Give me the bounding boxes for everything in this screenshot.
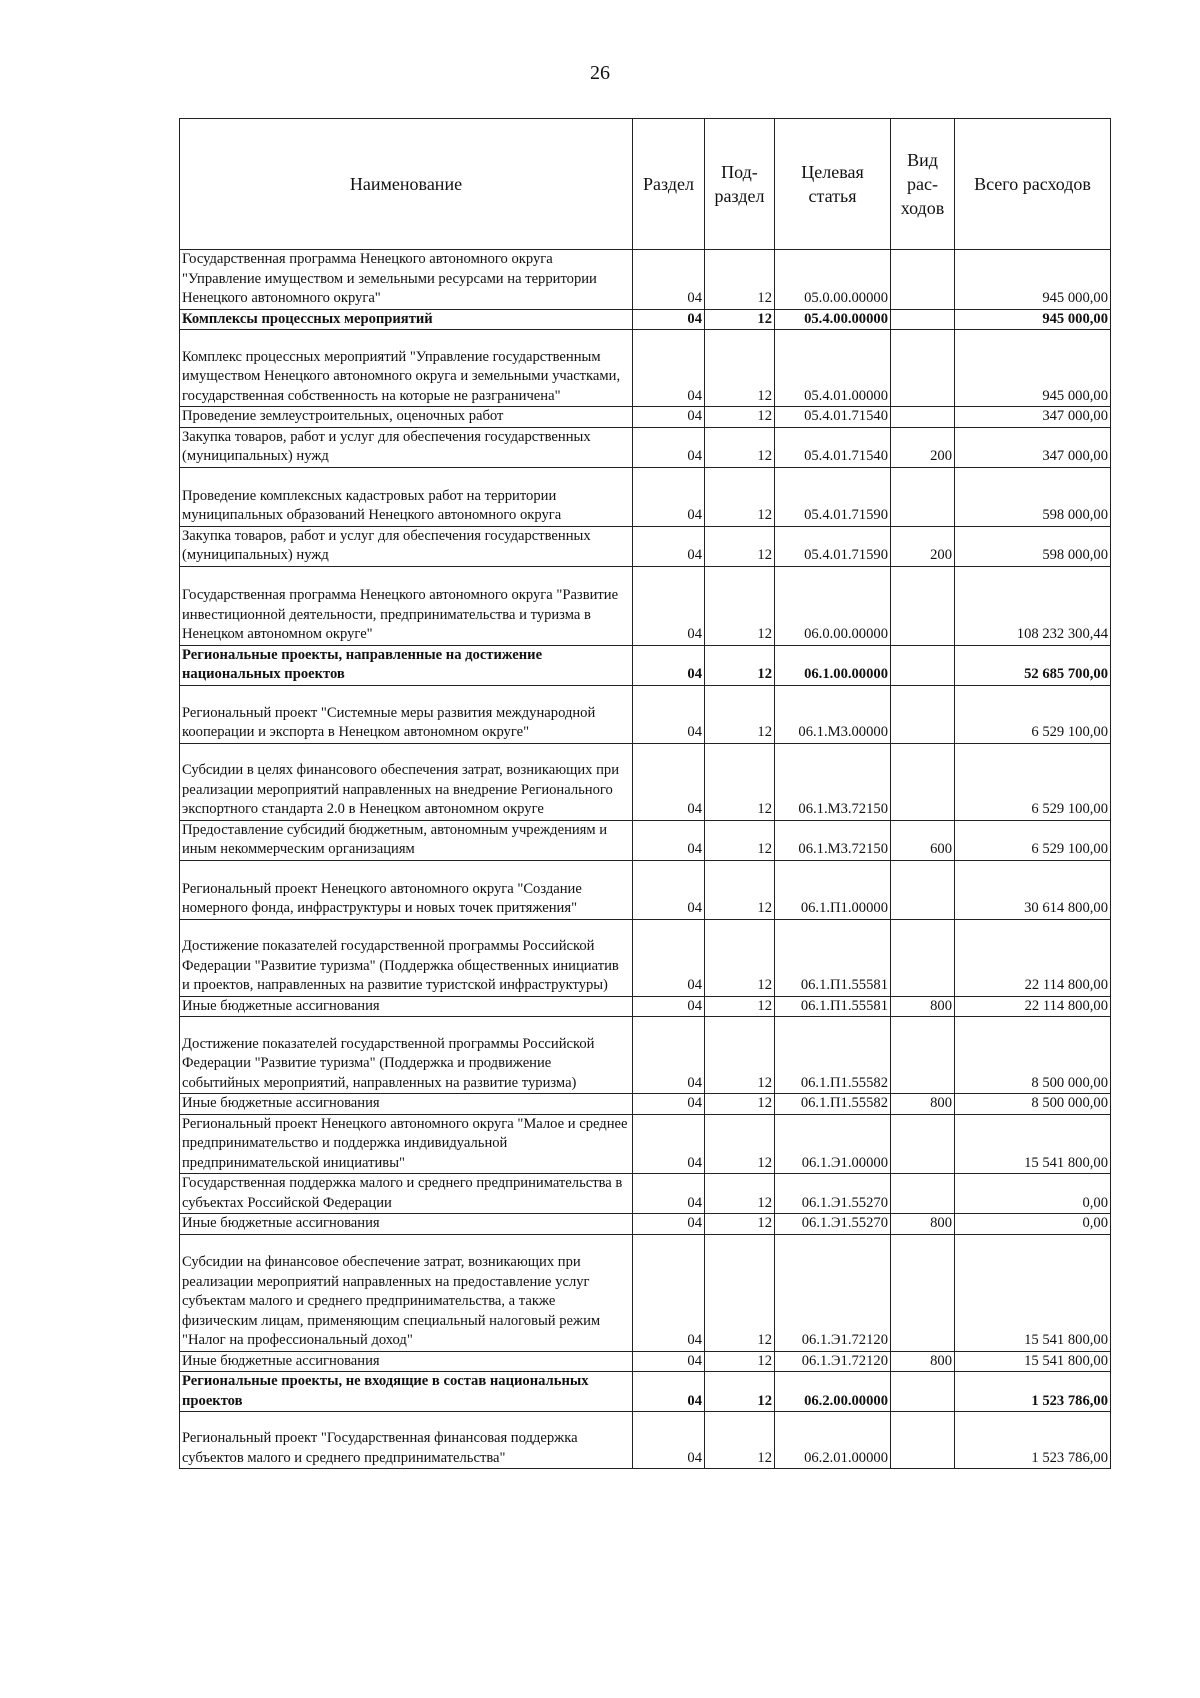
- row-vid: [891, 1114, 955, 1174]
- row-vid: [891, 250, 955, 310]
- table-row: [180, 566, 1111, 645]
- row-name: Государственная программа Ненецкого автономного округа "Развитие инвестиционной деятельности, предпринимательства и туризма в Ненецком автономном округе": [180, 566, 633, 645]
- row-podrazdel: 12: [705, 1412, 775, 1469]
- row-vid: [891, 919, 955, 996]
- table-row: [180, 250, 1111, 310]
- row-total: 15 541 800,00: [955, 1114, 1111, 1174]
- budget-table: [179, 118, 1111, 1469]
- row-name: Региональные проекты, направленные на достижение национальных проектов: [180, 645, 633, 685]
- row-name: Достижение показателей государственной программы Российской Федерации "Развитие туризма" (Поддержка и продвижение событийных мероприятий, направленных на развитие туризма): [180, 1017, 633, 1094]
- row-celevaya: 06.1.Э1.72120: [775, 1351, 891, 1372]
- row-celevaya: 06.1.Э1.00000: [775, 1114, 891, 1174]
- row-vid: [891, 743, 955, 820]
- row-razdel: 04: [633, 1214, 705, 1235]
- table-row: [180, 645, 1111, 685]
- header-name: Наименование: [180, 119, 633, 250]
- row-total: 15 541 800,00: [955, 1351, 1111, 1372]
- row-name: Достижение показателей государственной программы Российской Федерации "Развитие туризма" (Поддержка общественных инициатив и проектов, направленных на развитие туристской инфраструктуры): [180, 919, 633, 996]
- row-podrazdel: 12: [705, 1174, 775, 1214]
- table-row: [180, 820, 1111, 860]
- row-celevaya: 06.1.П1.55581: [775, 919, 891, 996]
- row-name: Комплекс процессных мероприятий "Управление государственным имуществом Ненецкого автономного округа и земельными участками, государственная собственность на которые не разграничена": [180, 330, 633, 407]
- row-total: 598 000,00: [955, 467, 1111, 526]
- row-celevaya: 06.1.Э1.72120: [775, 1234, 891, 1351]
- row-vid: [891, 860, 955, 919]
- row-razdel: 04: [633, 1094, 705, 1115]
- row-razdel: 04: [633, 1412, 705, 1469]
- row-podrazdel: 12: [705, 996, 775, 1017]
- row-vid: [891, 1234, 955, 1351]
- row-razdel: 04: [633, 566, 705, 645]
- row-celevaya: 06.0.00.00000: [775, 566, 891, 645]
- row-razdel: 04: [633, 685, 705, 743]
- row-name: Региональный проект "Государственная финансовая поддержка субъектов малого и среднего предпринимательства": [180, 1412, 633, 1469]
- table-row: [180, 1094, 1111, 1115]
- row-total: 0,00: [955, 1214, 1111, 1235]
- row-total: 52 685 700,00: [955, 645, 1111, 685]
- row-vid: 200: [891, 526, 955, 566]
- table-row: [180, 1351, 1111, 1372]
- row-vid: [891, 330, 955, 407]
- table-row: [180, 407, 1111, 428]
- row-vid: [891, 685, 955, 743]
- row-vid: 800: [891, 996, 955, 1017]
- row-razdel: 04: [633, 1174, 705, 1214]
- row-razdel: 04: [633, 996, 705, 1017]
- row-razdel: 04: [633, 309, 705, 330]
- row-total: 0,00: [955, 1174, 1111, 1214]
- row-vid: [891, 1017, 955, 1094]
- table-row: [180, 1114, 1111, 1174]
- row-celevaya: 05.4.01.71590: [775, 467, 891, 526]
- row-total: 6 529 100,00: [955, 685, 1111, 743]
- row-total: 6 529 100,00: [955, 743, 1111, 820]
- row-name: Иные бюджетные ассигнования: [180, 1351, 633, 1372]
- table-row: [180, 309, 1111, 330]
- table-header-row: [180, 119, 1111, 250]
- row-celevaya: 06.1.М3.72150: [775, 743, 891, 820]
- row-podrazdel: 12: [705, 250, 775, 310]
- row-total: 22 114 800,00: [955, 919, 1111, 996]
- table-row: [180, 1412, 1111, 1469]
- table-row: [180, 1214, 1111, 1235]
- row-celevaya: 06.2.01.00000: [775, 1412, 891, 1469]
- row-podrazdel: 12: [705, 860, 775, 919]
- row-name: Региональный проект Ненецкого автономного округа "Создание номерного фонда, инфраструктуры и новых точек притяжения": [180, 860, 633, 919]
- row-podrazdel: 12: [705, 820, 775, 860]
- row-podrazdel: 12: [705, 1372, 775, 1412]
- table-row: [180, 743, 1111, 820]
- row-vid: [891, 566, 955, 645]
- row-razdel: 04: [633, 1372, 705, 1412]
- row-razdel: 04: [633, 860, 705, 919]
- row-razdel: 04: [633, 330, 705, 407]
- row-vid: [891, 309, 955, 330]
- table-row: [180, 685, 1111, 743]
- page-number: 26: [590, 62, 610, 84]
- header-podrazdel: Под- раздел: [705, 119, 775, 250]
- table-row: [180, 1017, 1111, 1094]
- table-row: [180, 427, 1111, 467]
- row-name: Комплексы процессных мероприятий: [180, 309, 633, 330]
- row-name: Региональный проект Ненецкого автономного округа "Малое и среднее предпринимательство и поддержка индивидуальной предпринимательской инициативы": [180, 1114, 633, 1174]
- row-podrazdel: 12: [705, 330, 775, 407]
- row-razdel: 04: [633, 919, 705, 996]
- row-total: 945 000,00: [955, 330, 1111, 407]
- row-podrazdel: 12: [705, 1114, 775, 1174]
- row-total: 347 000,00: [955, 427, 1111, 467]
- table-row: [180, 860, 1111, 919]
- row-name: Региональные проекты, не входящие в состав национальных проектов: [180, 1372, 633, 1412]
- row-razdel: 04: [633, 743, 705, 820]
- row-name: Предоставление субсидий бюджетным, автономным учреждениям и иным некоммерческим организациям: [180, 820, 633, 860]
- table-row: [180, 1372, 1111, 1412]
- header-celevaya: Целевая статья: [775, 119, 891, 250]
- row-name: Иные бюджетные ассигнования: [180, 1094, 633, 1115]
- row-celevaya: 06.1.Э1.55270: [775, 1214, 891, 1235]
- header-vid: Вид рас- ходов: [891, 119, 955, 250]
- row-razdel: 04: [633, 407, 705, 428]
- table-row: [180, 1234, 1111, 1351]
- row-name: Субсидии на финансовое обеспечение затрат, возникающих при реализации мероприятий направленных на предоставление услуг субъектам малого и среднего предпринимательства, а также физическим лицам, применяющим специальный налоговый режим "Налог на профессиональный доход": [180, 1234, 633, 1351]
- row-name: Иные бюджетные ассигнования: [180, 996, 633, 1017]
- table-row: [180, 919, 1111, 996]
- row-total: 22 114 800,00: [955, 996, 1111, 1017]
- row-vid: 800: [891, 1351, 955, 1372]
- row-razdel: 04: [633, 1351, 705, 1372]
- row-celevaya: 06.1.М3.00000: [775, 685, 891, 743]
- header-razdel: Раздел: [633, 119, 705, 250]
- row-podrazdel: 12: [705, 309, 775, 330]
- row-razdel: 04: [633, 645, 705, 685]
- row-vid: [891, 1372, 955, 1412]
- row-vid: [891, 645, 955, 685]
- row-podrazdel: 12: [705, 566, 775, 645]
- row-name: Закупка товаров, работ и услуг для обеспечения государственных (муниципальных) нужд: [180, 427, 633, 467]
- row-podrazdel: 12: [705, 1094, 775, 1115]
- row-podrazdel: 12: [705, 1351, 775, 1372]
- row-podrazdel: 12: [705, 685, 775, 743]
- row-total: 945 000,00: [955, 309, 1111, 330]
- row-razdel: 04: [633, 1017, 705, 1094]
- row-podrazdel: 12: [705, 526, 775, 566]
- row-celevaya: 06.1.П1.00000: [775, 860, 891, 919]
- row-total: 8 500 000,00: [955, 1094, 1111, 1115]
- row-total: 15 541 800,00: [955, 1234, 1111, 1351]
- row-vid: 200: [891, 427, 955, 467]
- row-razdel: 04: [633, 820, 705, 860]
- row-podrazdel: 12: [705, 427, 775, 467]
- row-celevaya: 05.4.01.71540: [775, 427, 891, 467]
- row-vid: [891, 467, 955, 526]
- row-total: 945 000,00: [955, 250, 1111, 310]
- row-razdel: 04: [633, 250, 705, 310]
- row-podrazdel: 12: [705, 1234, 775, 1351]
- row-vid: [891, 1174, 955, 1214]
- row-name: Проведение землеустроительных, оценочных работ: [180, 407, 633, 428]
- row-podrazdel: 12: [705, 407, 775, 428]
- row-celevaya: 06.1.П1.55582: [775, 1017, 891, 1094]
- row-podrazdel: 12: [705, 645, 775, 685]
- row-name: Государственная поддержка малого и среднего предпринимательства в субъектах Российской Федерации: [180, 1174, 633, 1214]
- row-vid: 800: [891, 1094, 955, 1115]
- row-total: 108 232 300,44: [955, 566, 1111, 645]
- row-razdel: 04: [633, 1114, 705, 1174]
- row-name: Субсидии в целях финансового обеспечения затрат, возникающих при реализации мероприятий направленных на внедрение Регионального экспортного стандарта 2.0 в Ненецком автономном округе: [180, 743, 633, 820]
- row-total: 8 500 000,00: [955, 1017, 1111, 1094]
- row-celevaya: 06.1.Э1.55270: [775, 1174, 891, 1214]
- row-total: 6 529 100,00: [955, 820, 1111, 860]
- table-row: [180, 330, 1111, 407]
- row-total: 1 523 786,00: [955, 1412, 1111, 1469]
- row-razdel: 04: [633, 1234, 705, 1351]
- row-celevaya: 05.4.01.00000: [775, 330, 891, 407]
- row-total: 598 000,00: [955, 526, 1111, 566]
- row-vid: [891, 1412, 955, 1469]
- row-total: 30 614 800,00: [955, 860, 1111, 919]
- row-name: Проведение комплексных кадастровых работ на территории муниципальных образований Ненецкого автономного округа: [180, 467, 633, 526]
- header-total: Всего расходов: [955, 119, 1111, 250]
- row-total: 347 000,00: [955, 407, 1111, 428]
- row-celevaya: 06.1.П1.55582: [775, 1094, 891, 1115]
- row-podrazdel: 12: [705, 1017, 775, 1094]
- row-name: Региональный проект "Системные меры развития международной кооперации и экспорта в Ненецком автономном округе": [180, 685, 633, 743]
- row-razdel: 04: [633, 526, 705, 566]
- row-podrazdel: 12: [705, 1214, 775, 1235]
- row-name: Иные бюджетные ассигнования: [180, 1214, 633, 1235]
- row-name: Закупка товаров, работ и услуг для обеспечения государственных (муниципальных) нужд: [180, 526, 633, 566]
- row-total: 1 523 786,00: [955, 1372, 1111, 1412]
- table-row: [180, 1174, 1111, 1214]
- row-vid: [891, 407, 955, 428]
- row-podrazdel: 12: [705, 919, 775, 996]
- row-razdel: 04: [633, 467, 705, 526]
- row-razdel: 04: [633, 427, 705, 467]
- row-celevaya: 05.4.01.71540: [775, 407, 891, 428]
- row-name: Государственная программа Ненецкого автономного округа "Управление имуществом и земельными ресурсами на территории Ненецкого автономного округа": [180, 250, 633, 310]
- row-podrazdel: 12: [705, 743, 775, 820]
- row-celevaya: 06.1.М3.72150: [775, 820, 891, 860]
- row-celevaya: 05.4.01.71590: [775, 526, 891, 566]
- row-vid: 800: [891, 1214, 955, 1235]
- row-vid: 600: [891, 820, 955, 860]
- table-row: [180, 526, 1111, 566]
- table-row: [180, 996, 1111, 1017]
- row-podrazdel: 12: [705, 467, 775, 526]
- row-celevaya: 06.2.00.00000: [775, 1372, 891, 1412]
- table-row: [180, 467, 1111, 526]
- row-celevaya: 06.1.П1.55581: [775, 996, 891, 1017]
- row-celevaya: 06.1.00.00000: [775, 645, 891, 685]
- row-celevaya: 05.4.00.00000: [775, 309, 891, 330]
- row-celevaya: 05.0.00.00000: [775, 250, 891, 310]
